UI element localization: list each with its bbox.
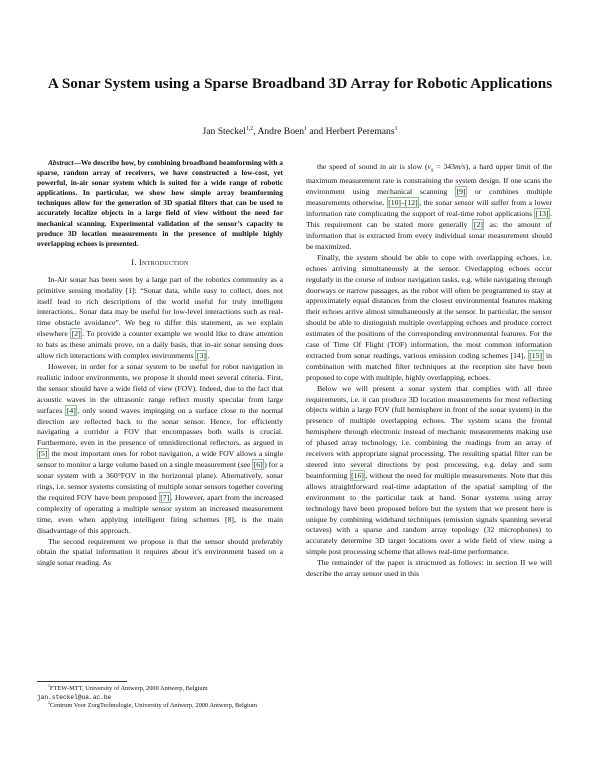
citation-link[interactable]: [9] — [456, 187, 466, 197]
body-paragraph — [306, 558, 552, 580]
paragraph-text: . This requirement can be stated more generally — [306, 209, 552, 230]
paragraph-text: = 343 — [433, 162, 455, 171]
paragraph-text: . — [207, 351, 210, 361]
paragraph-text: The second requirement we propose is that the sensor should preferably obtain the spatial information it requires about it’s environment based on a single sonar reading. As — [37, 536, 283, 568]
citation-link[interactable]: [15] — [529, 350, 543, 360]
footnote-2 — [37, 702, 283, 711]
paragraph-text: In-Air sonar has been seen by a large part of the robotics community as a primitive sensing modality [1]: “Sonar data, while easy to collect, does not itself lead to rich descriptions of the world useful for truly intelligent interactions.. Sonar data may be useful for low-level interactions such as real-time obstacle avoidance”. We beg to differ this statement, as we explain elsewhere — [37, 274, 283, 339]
citation-link[interactable]: [13] — [535, 209, 549, 219]
citation-link[interactable]: [5] — [38, 449, 48, 459]
author-2: Andre Boen — [257, 126, 305, 137]
paragraph-text: as: the amount of information that is extracted from every individual sonar measurement should be maximized. — [306, 220, 552, 251]
right-body — [306, 162, 552, 580]
section-heading — [37, 258, 283, 269]
abstract-dash: — — [73, 158, 81, 167]
paragraph-text: in combination with matched filter techniques at the reception site have been proposed to cope with multiple, highly overlapping, echoes. — [306, 350, 552, 382]
footnote-mark: 1 — [48, 683, 50, 688]
footnote-1 — [37, 685, 283, 702]
paragraph-text: the speed of sound in air is slow ( — [317, 162, 428, 171]
paragraph-text: . However, apart from the increased complexity of operating a multiple sensor system an increased measurement time, even when applying intelligent firing schemes [8], is the main disadvantage of this approach. — [37, 492, 284, 535]
paragraph-text: ), a hard upper limit of the maximum measurement rate is constraining the system design. If one scans the environment using mechanical scanning — [306, 162, 552, 197]
author-3: Herbert Peremans — [325, 126, 395, 137]
section-number: I. — [131, 257, 137, 267]
paragraph-text: , without the need for multiple measurements. Note that this allows straightforward real-time adaptation of the spatial sampling of the environment to the particular task at hand. Sonar systems using array technology have been proposed before but the system that we present here is unique by combining wideband techniques (emission signals spanning several octaves) with a sparse and random array topology (32 microphones) to accurately determine 3D target locations over a wide field of view using a simple post processing scheme that allows real-time performance. — [306, 470, 552, 557]
paragraph-text: , the sonar sensor will suffer from a lower information rate complicating the support of real-time robot applications — [306, 198, 552, 219]
citation-link[interactable]: [2] — [473, 220, 483, 230]
paragraph-text: ) for a sonar system with a 360°FOV in the horizontal plane). Alternatively, sonar rings, i.e. sensor systems consisting of multiple sonar sensors together covering the required FOV have been proposed — [37, 460, 283, 502]
math-text: m/s — [454, 162, 466, 171]
section-title: Introduction — [139, 257, 189, 267]
author-1: Jan Steckel — [202, 126, 246, 137]
citation-link[interactable]: [4] — [66, 405, 76, 415]
paragraph-text: , only sound waves impinging on a surface close to the normal direction are reflected back to the sonar sensor. Hence, for efficiently navigating a corridor a FOV that encompasses both walls is crucial. Furthermore, even in the presence of omnidirectional reflectors, as argued in — [37, 405, 283, 448]
footnote-email[interactable]: jan.steckel@ua.ac.be — [37, 693, 112, 701]
author-separator: , — [253, 126, 258, 137]
left-body — [37, 275, 283, 569]
footnote-text: Centrum Voor ZorgTechnologie, University of Antwerp, 2000 Antwerp, Belgium — [49, 702, 257, 710]
citation-link[interactable]: [7] — [160, 492, 170, 502]
body-paragraph — [306, 253, 552, 384]
body-paragraph — [306, 384, 552, 559]
author-line — [40, 126, 560, 137]
citation-link[interactable]: [3] — [196, 351, 206, 361]
citation-link[interactable]: [6] — [253, 460, 263, 470]
citation-link[interactable]: [10]–[12] — [388, 198, 418, 208]
abstract — [37, 158, 283, 249]
footnotes — [37, 681, 283, 711]
author-2-affil: 1 — [304, 125, 307, 132]
paragraph-text: the most important ones for robot navigation, a wide FOV allows a single sensor to monitor a large volume based on a single measurement (see — [37, 449, 283, 470]
footnote-rule — [37, 681, 127, 682]
abstract-text: We describe how, by combining broadband beamforming with a sparse, random array of receivers, we have constructed a low-cost, yet powerful, in-air sonar system which is suited for a wide range of robotic applications. In particular, we show how simple array beamforming techniques allow for the generation of 3D spatial filters that can be used to accurately localize objects in a large field of view without the need for mechanical scanning. Experimental validation of the sensor’s capacity to produce 3D location measurements in the presence of multiple highly overlapping echoes is presented. — [37, 158, 283, 248]
math-text: v — [427, 162, 431, 171]
paragraph-text: or combines multiple measurements otherwise, — [306, 187, 552, 208]
subscript: s — [430, 166, 434, 174]
right-column — [306, 162, 552, 580]
paragraph-text: Finally, the system should be able to cope with overlapping echoes, i.e. echoes arriving simultaneously at the sensor. Overlapping echoes occur regularly in the course of indoor navigation tasks, e.g. while navigating through doorways or narrow passages, as the robot will often be programmed to stay at approximately equal distances from the closest environmental features making their echoes arrive almost simultaneously at the sensor. In particular, the sensor should be able to distinguish multiple overlapping echoes and produce correct estimates of the positions of the corresponding environmental features. For the case of Time Of Flight (TOF) information, the most common information extracted from sonar readings, various emission coding schemes [14], — [306, 252, 552, 360]
paragraph-text: Below we will present a sonar system that complies with all three requirements, i.e. it can produce 3D location measurements for most reflecting objects within a large FOV (full hemisphere in front of the sonar system) in the presence of multiple overlapping echoes. The system scans the frontal hemisphere through electronic instead of mechanic measurements making use of phased array technology, i.e. combining the readings from an array of receivers with appropriate signal processing. The resulting spatial filter can be steered into several directions by post processing, e.g. delay and sum beamforming — [306, 383, 552, 480]
body-paragraph — [306, 162, 552, 253]
citation-link[interactable]: [2] — [71, 329, 81, 339]
footnote-mark: 2 — [48, 701, 50, 706]
citation-link[interactable]: [16] — [351, 470, 364, 480]
body-paragraph — [37, 275, 283, 362]
paragraph-text: However, in order for a sonar system to be useful for robot navigation in realistic indoor environments, we propose it should meet several criteria. First, the sensor should have a wide field of view (FOV). Indeed, due to the fact that acoustic waves in the ultrasonic range reflect mostly specular from large surfaces — [37, 362, 283, 415]
body-paragraph — [37, 362, 283, 537]
footnote-text: FTEW-MTT, University of Antwerp, 2000 Antwerp, Belgium — [49, 685, 208, 692]
body-paragraph — [37, 537, 283, 570]
left-column — [37, 158, 283, 569]
author-3-affil: 1 — [394, 125, 398, 132]
paragraph-text: . To provide a counter example we would like to draw attention to bats as these animals prove, on a daily basis, that in-air sonar sensing does allow rich interactions with complex environments — [37, 329, 283, 361]
paragraph-text: The remainder of the paper is structured as follows: in section II we will describe the array sensor used in this — [306, 558, 552, 579]
author-separator: and — [306, 126, 326, 137]
paper-title: A Sonar System using a Sparse Broadband 3D Array for Robotic Applications — [47, 75, 553, 92]
author-1-affil: 1,2 — [245, 125, 254, 132]
abstract-label: Abstract — [48, 158, 74, 167]
